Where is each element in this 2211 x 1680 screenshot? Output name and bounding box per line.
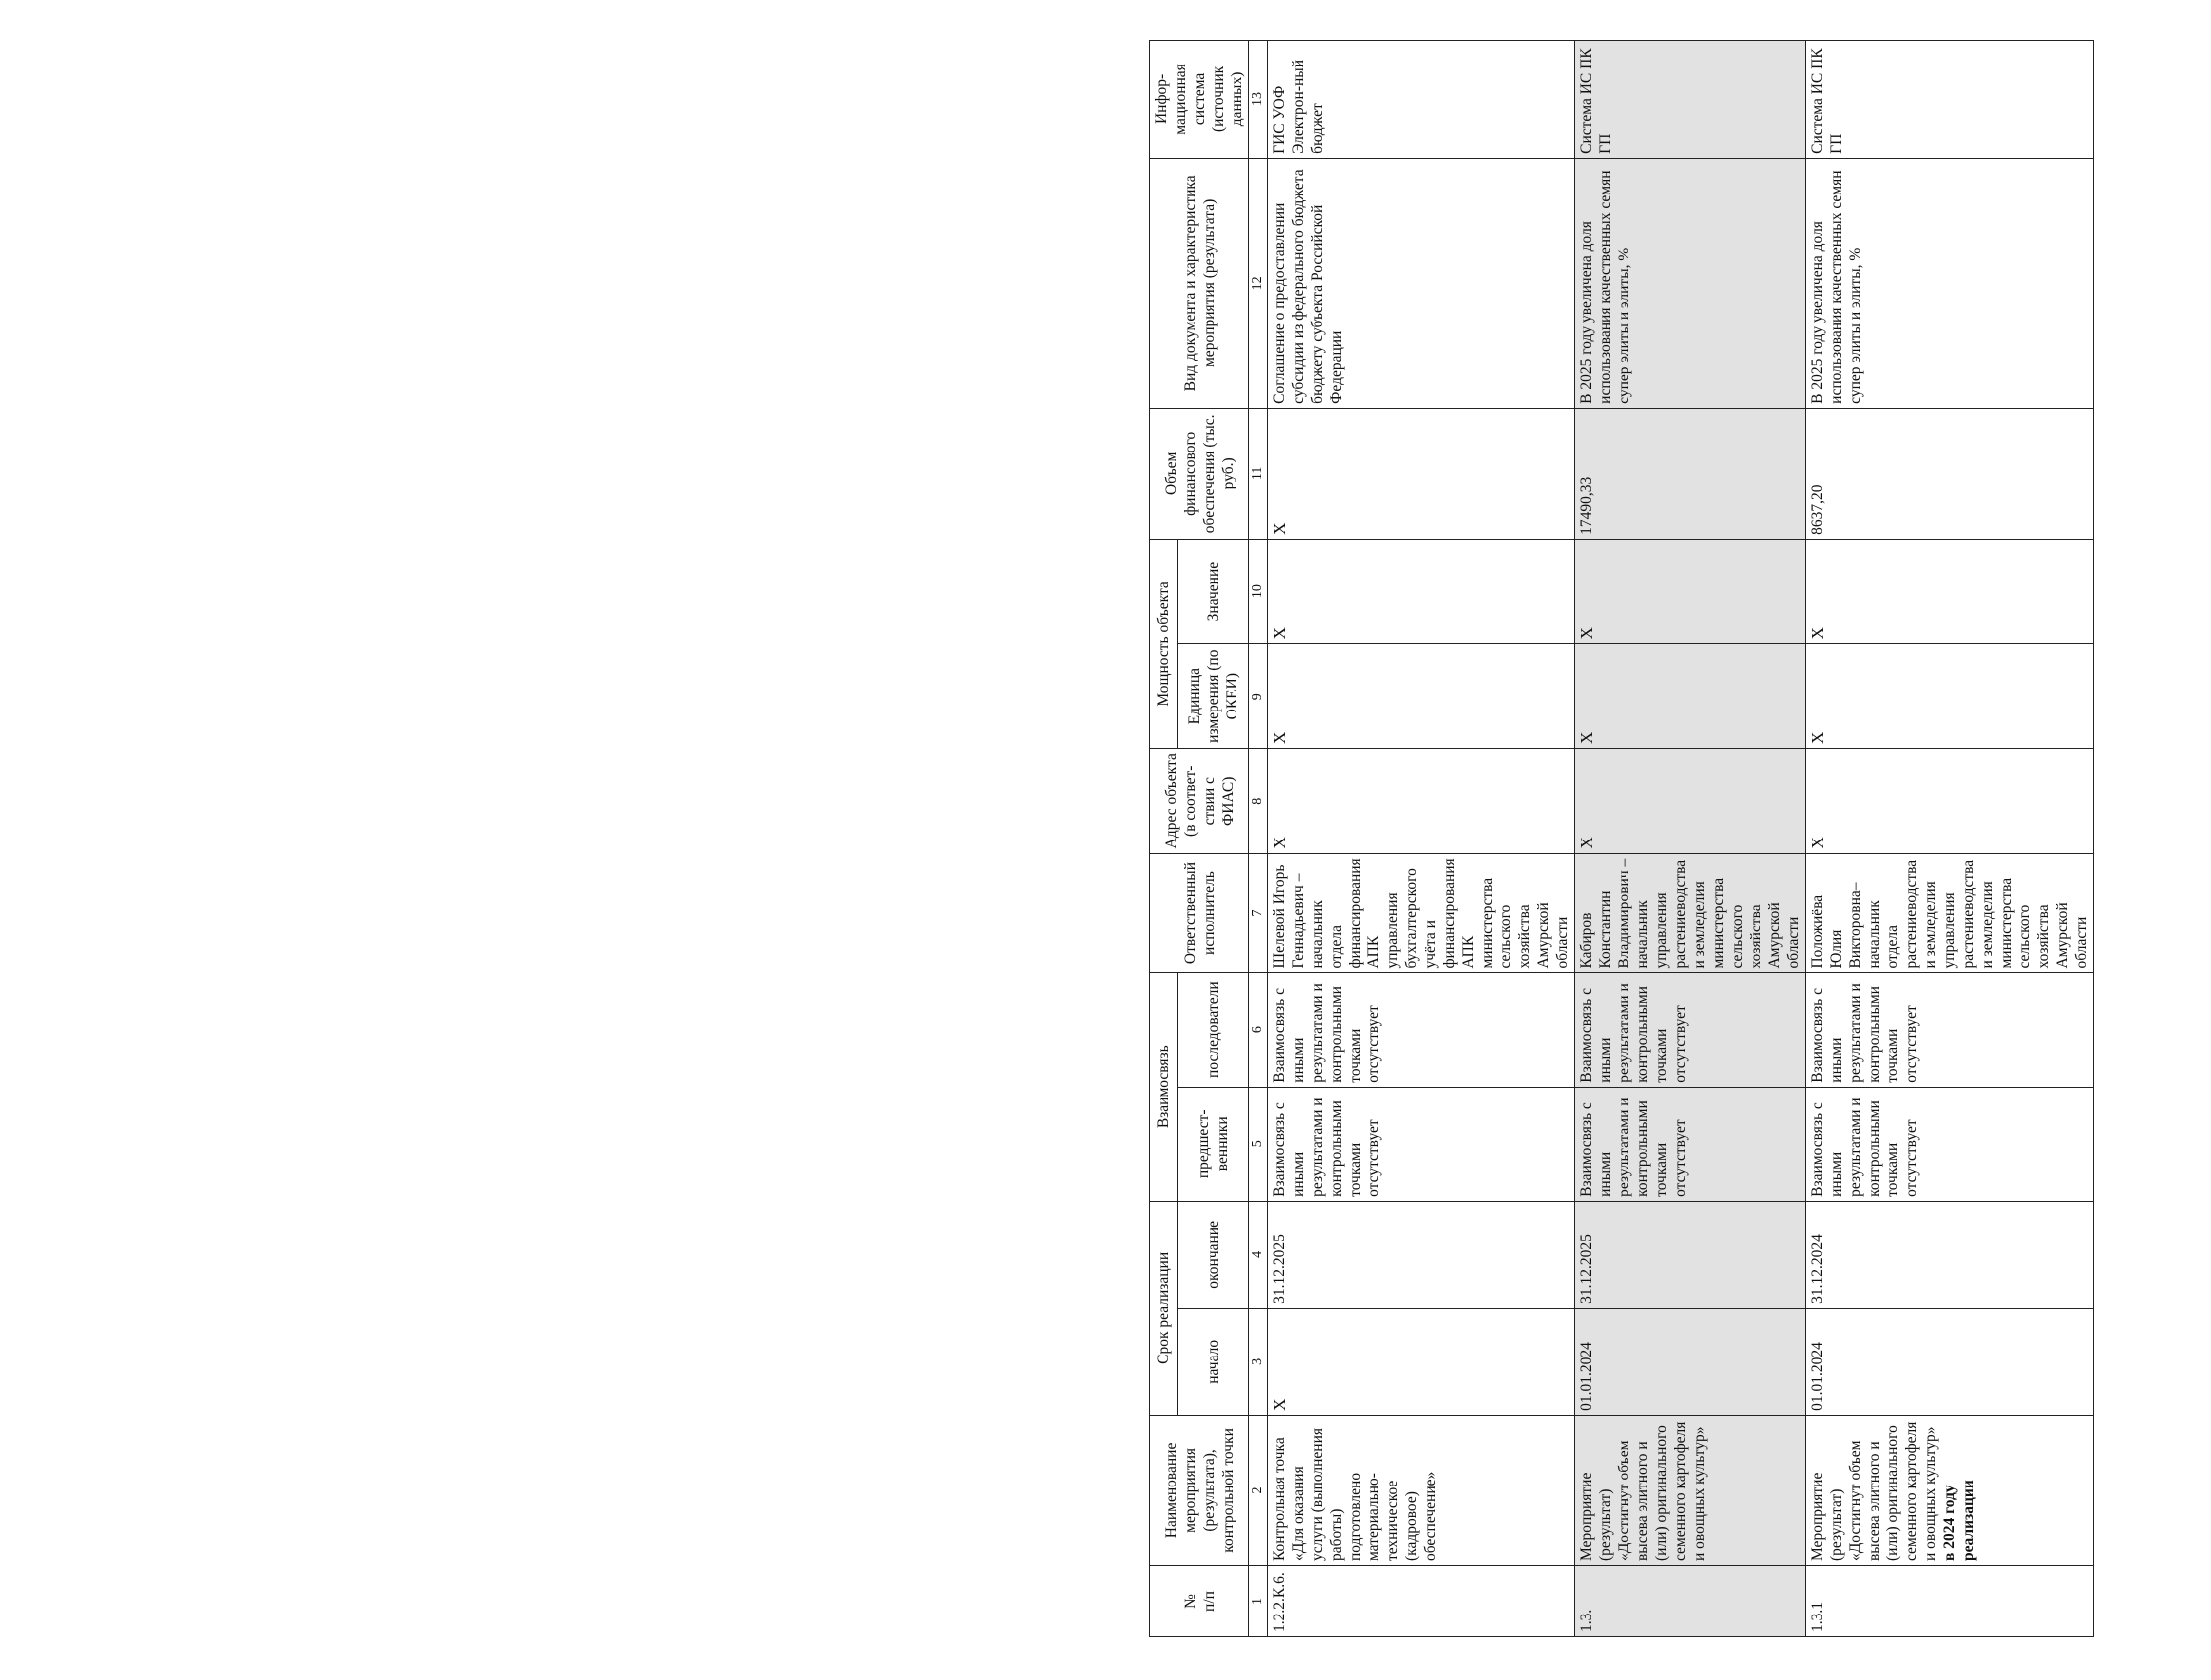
row-doc: В 2025 году увеличена доля использования качественных семян супер элиты и элиты, %	[1806, 158, 2094, 408]
row-next: Взаимосвязь с иными результатами и контрольными точками отсутствует	[1268, 972, 1575, 1087]
row-name-cell	[1806, 1415, 2094, 1565]
table-row	[1806, 41, 2094, 1637]
header-link: Взаимосвязь	[1150, 972, 1178, 1201]
column-number: 13	[1249, 41, 1268, 159]
row-next: Взаимосвязь с иными результатами и контрольными точками отсутствует	[1806, 972, 2094, 1087]
header-link-prev: предшест- венники	[1177, 1087, 1248, 1201]
row-is: Система ИС ПК ГП	[1806, 41, 2094, 159]
column-number: 4	[1249, 1201, 1268, 1308]
row-start: X	[1268, 1308, 1575, 1415]
header-link-next: последователи	[1177, 972, 1248, 1087]
row-doc: В 2025 году увеличена доля использования качественных семян супер элиты и элиты, %	[1575, 158, 1806, 408]
row-start: 01.01.2024	[1806, 1308, 2094, 1415]
header-name: Наименование мероприятия (результата), контрольной точки	[1150, 1415, 1249, 1565]
header-resp: Ответственный исполнитель	[1150, 853, 1249, 972]
row-end: 31.12.2024	[1806, 1201, 2094, 1308]
row-addr: X	[1575, 748, 1806, 853]
column-number: 10	[1249, 539, 1268, 644]
row-is: ГИС УОФ Электрон-ный бюджет	[1268, 41, 1575, 159]
header-power-unit: Единица измерения (по ОКЕИ)	[1177, 644, 1248, 749]
row-doc: Соглашение о предоставлении субсидии из федерального бюджета бюджету субъекта Российской Федерации	[1268, 158, 1575, 408]
column-number: 5	[1249, 1087, 1268, 1201]
header-power-value: Значение	[1177, 539, 1248, 644]
header-period-start: начало	[1177, 1308, 1248, 1415]
row-start: 01.01.2024	[1575, 1308, 1806, 1415]
column-number: 6	[1249, 972, 1268, 1087]
header-num: № п/п	[1150, 1566, 1249, 1637]
row-prev: Взаимосвязь с иными результатами и контрольными точками отсутствует	[1575, 1087, 1806, 1201]
column-number: 1	[1249, 1566, 1268, 1637]
column-number: 2	[1249, 1415, 1268, 1565]
header-power: Мощность объекта	[1150, 539, 1178, 748]
row-unit: X	[1806, 644, 2094, 749]
row-finance: 17490,33	[1575, 408, 1806, 539]
column-number: 3	[1249, 1308, 1268, 1415]
row-finance: 8637,20	[1806, 408, 2094, 539]
header-period: Срок реализации	[1150, 1201, 1178, 1415]
column-number: 8	[1249, 748, 1268, 853]
row-end: 31.12.2025	[1268, 1201, 1575, 1308]
header-doc: Вид документа и характеристика мероприятия (результата)	[1150, 158, 1249, 408]
row-num: 1.2.2.К.6.	[1268, 1566, 1575, 1637]
row-name-bold: в 2024 году реализации	[1941, 1480, 1977, 1562]
row-num: 1.3.	[1575, 1566, 1806, 1637]
column-numbers-row	[1249, 41, 1268, 1637]
header-period-end: окончание	[1177, 1201, 1248, 1308]
row-value: X	[1268, 539, 1575, 644]
table-row	[1575, 41, 1806, 1637]
row-name: Мероприятие (результат) «Достигнут объем высева элитного и (или) оригинального семенного картофеля и овощных культур»	[1809, 1421, 1939, 1562]
row-prev: Взаимосвязь с иными результатами и контрольными точками отсутствует	[1806, 1087, 2094, 1201]
row-addr: X	[1806, 748, 2094, 853]
column-number: 7	[1249, 853, 1268, 972]
row-finance: X	[1268, 408, 1575, 539]
row-value: X	[1806, 539, 2094, 644]
row-is: Система ИС ПК ГП	[1575, 41, 1806, 159]
row-name: Контрольная точка «Для оказания услуги (выполнения работы) подготовлено материально-техническое (кадровое) обеспечение»	[1268, 1415, 1575, 1565]
row-prev: Взаимосвязь с иными результатами и контрольными точками отсутствует	[1268, 1087, 1575, 1201]
header-is: Инфор- мационная система (источник данных)	[1150, 41, 1249, 159]
column-number: 9	[1249, 644, 1268, 749]
row-resp: Шелевой Игорь Геннадьевич – начальник отдела финансирования АПК управления бухгалтерского учёта и финансирования АПК министерства сельского хозяйства Амурской области	[1268, 853, 1575, 972]
row-unit: X	[1575, 644, 1806, 749]
header-finance: Объем финансового обеспечения (тыс. руб.)	[1150, 408, 1249, 539]
row-resp: Положиёва Юлия Викторовна– начальник отдела растениеводства и земледелия управления растениеводства и земледелия министерства сельского хозяйства Амурской области	[1806, 853, 2094, 972]
row-name: Мероприятие (результат) «Достигнут объем высева элитного и (или) оригинального семенного картофеля и овощных культур»	[1575, 1415, 1806, 1565]
table-row	[1268, 41, 1575, 1637]
row-addr: X	[1268, 748, 1575, 853]
header-addr: Адрес объекта (в соответ- ствии с ФИАС)	[1150, 748, 1249, 853]
row-next: Взаимосвязь с иными результатами и контрольными точками отсутствует	[1575, 972, 1806, 1087]
row-num: 1.3.1	[1806, 1566, 2094, 1637]
header-row-1	[1150, 41, 1178, 1637]
row-resp: Кабиров Константин Владимирович – начальник управления растениеводства и земледелия министерства сельского хозяйства Амурской области	[1575, 853, 1806, 972]
column-number: 12	[1249, 158, 1268, 408]
row-end: 31.12.2025	[1575, 1201, 1806, 1308]
row-value: X	[1575, 539, 1806, 644]
measures-table	[1149, 40, 2094, 1637]
column-number: 11	[1249, 408, 1268, 539]
row-unit: X	[1268, 644, 1575, 749]
rotated-table-wrapper	[1149, 40, 2211, 1637]
